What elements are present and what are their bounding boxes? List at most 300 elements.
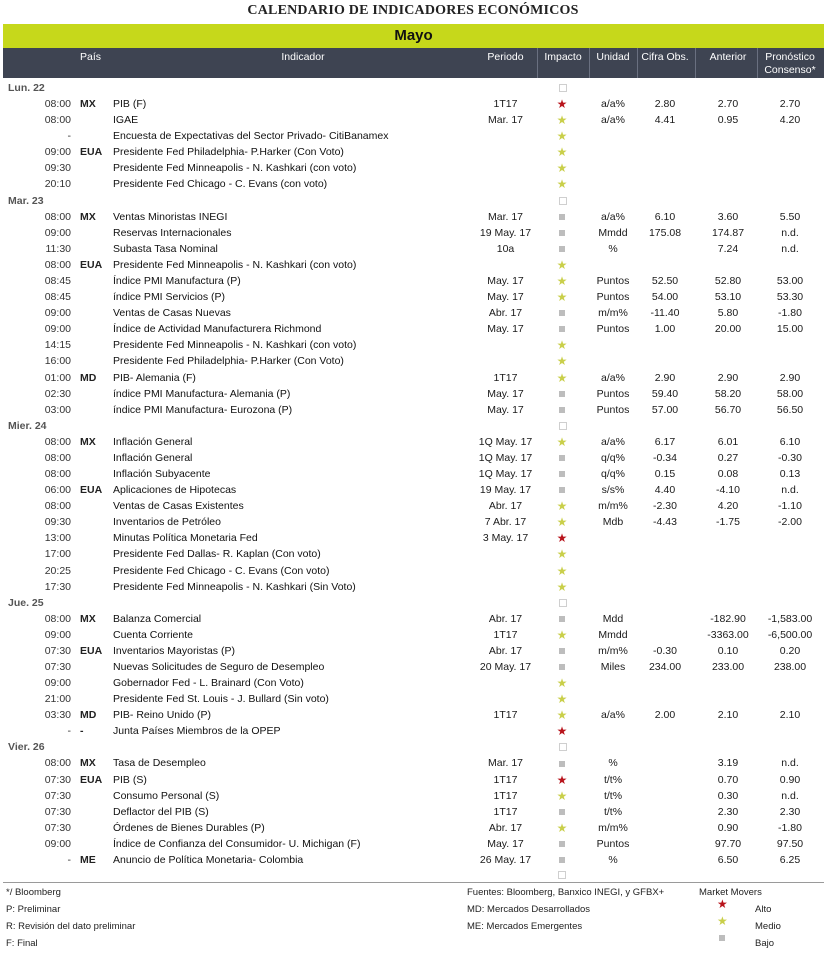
time-cell: 09:00 <box>44 628 71 641</box>
country-cell: EUA <box>80 644 103 657</box>
prev-cell: -4.10 <box>716 484 740 497</box>
obs-cell: 2.90 <box>654 371 676 384</box>
time-cell: 13:00 <box>44 532 71 545</box>
time-cell: 08:45 <box>44 274 71 287</box>
table-row <box>3 820 824 836</box>
unit-cell: t/t% <box>603 773 623 786</box>
period-cell: 1T17 <box>493 371 518 384</box>
impact-low-square-icon <box>549 482 575 498</box>
note-revision: R: Revisión del dato preliminar <box>6 921 136 932</box>
country-cell: EUA <box>80 146 103 159</box>
unit-cell: Puntos <box>596 323 630 336</box>
indicator-cell: Minutas Política Monetaria Fed <box>113 532 258 545</box>
obs-cell: 175.08 <box>648 226 682 239</box>
indicator-cell: Ventas de Casas Existentes <box>113 500 244 513</box>
footer-divider <box>3 882 824 883</box>
indicator-cell: Presidente Fed Minneapolis - N. Kashkari (con voto) <box>113 339 357 352</box>
unit-cell: m/m% <box>598 307 628 320</box>
indicator-cell: PIB (S) <box>113 773 147 786</box>
forecast-cell: -1.10 <box>778 500 802 513</box>
table-row <box>3 836 824 852</box>
impact-low-square-icon <box>549 466 575 482</box>
period-cell: 19 May. 17 <box>479 226 532 239</box>
day-label: Lun. 22 <box>8 82 45 94</box>
obs-cell: -11.40 <box>650 307 680 320</box>
obs-cell: 0.15 <box>654 467 676 480</box>
period-cell: May. 17 <box>487 403 524 416</box>
time-cell: 08:00 <box>44 612 71 625</box>
impact-low-square-icon <box>549 804 575 820</box>
forecast-cell: n.d. <box>781 242 799 255</box>
forecast-cell: -2.00 <box>778 516 802 529</box>
impact-low-square-icon <box>549 755 575 771</box>
time-cell: 07:30 <box>44 805 71 818</box>
impact-low-square-icon <box>549 386 575 402</box>
indicator-cell: Órdenes de Bienes Durables (P) <box>113 821 265 834</box>
table-row <box>3 386 824 402</box>
indicator-cell: Inflación Subyacente <box>113 467 211 480</box>
col-pronostico-line1: Pronóstico <box>765 51 815 63</box>
indicator-cell: Índice PMI Manufactura (P) <box>113 274 241 287</box>
period-cell: 1T17 <box>493 98 518 110</box>
impact-low-square-icon <box>549 321 575 337</box>
impact-low-square-icon <box>549 643 575 659</box>
medio-star-icon: ★ <box>717 914 728 928</box>
table-row <box>3 482 824 498</box>
table-row <box>3 209 824 225</box>
table-row <box>3 370 824 386</box>
impact-medium-star-icon: ★ <box>556 499 568 514</box>
prev-cell: 6.50 <box>717 854 739 867</box>
indicator-cell: Presidente Fed Minneapolis - N. Kashkari (Sin Voto) <box>113 580 356 593</box>
period-cell: 26 May. 17 <box>479 854 532 867</box>
period-cell: Mar. 17 <box>487 210 524 223</box>
indicator-cell: Consumo Personal (S) <box>113 789 220 802</box>
time-cell: 08:00 <box>44 114 71 127</box>
obs-cell: 59.40 <box>651 387 679 400</box>
indicator-cell: Presidente Fed St. Louis - J. Bullard (Sin voto) <box>113 693 329 706</box>
indicator-cell: índice PMI Manufactura- Eurozona (P) <box>113 403 293 416</box>
time-cell: 07:30 <box>44 644 71 657</box>
indicator-cell: Inventarios de Petróleo <box>113 516 221 529</box>
unit-cell: Mmdd <box>598 628 628 641</box>
col-indicador: Indicador <box>281 51 325 63</box>
time-cell: 08:00 <box>44 451 71 464</box>
table-row <box>3 402 824 418</box>
period-cell: May. 17 <box>487 323 524 336</box>
prev-cell: 58.20 <box>714 387 742 400</box>
time-cell: - <box>67 854 71 867</box>
time-cell: 09:00 <box>44 307 71 320</box>
period-cell: May. 17 <box>487 291 524 304</box>
unit-cell: % <box>608 242 618 255</box>
table-row <box>3 225 824 241</box>
obs-cell: -4.43 <box>653 516 677 529</box>
period-cell: Abr. 17 <box>488 612 523 625</box>
indicator-cell: Inflación General <box>113 435 193 448</box>
time-cell: 09:00 <box>44 837 71 850</box>
period-cell: 7 Abr. 17 <box>484 516 527 529</box>
impact-medium-star-icon: ★ <box>556 145 568 160</box>
period-cell: 20 May. 17 <box>479 661 532 673</box>
prev-cell: 0.90 <box>717 821 739 834</box>
prev-cell: -182.90 <box>710 612 746 625</box>
table-row <box>3 289 824 305</box>
impact-medium-star-icon: ★ <box>556 563 568 578</box>
indicator-cell: PIB- Reino Unido (P) <box>113 709 212 722</box>
bajo-square-icon <box>719 933 725 944</box>
indicator-cell: Ventas de Casas Nuevas <box>113 307 231 320</box>
time-cell: 14:15 <box>44 339 71 352</box>
forecast-cell: -1,583.00 <box>767 612 813 625</box>
impact-medium-star-icon: ★ <box>556 113 568 128</box>
indicator-cell: Presidente Fed Chicago - C. Evans (Con voto) <box>113 564 330 577</box>
obs-cell: 6.17 <box>654 435 676 448</box>
indicator-cell: PIB (F) <box>113 98 147 110</box>
table-row <box>3 611 824 627</box>
day-header <box>3 80 824 96</box>
indicator-cell: Junta Países Miembros de la OPEP <box>113 725 281 738</box>
time-cell: 20:25 <box>44 564 71 577</box>
note-preliminar: P: Preliminar <box>6 904 61 915</box>
empty-box-icon <box>559 197 567 205</box>
prev-cell: -1.75 <box>716 516 740 529</box>
col-pronostico-line2: Consenso* <box>764 64 816 76</box>
time-cell: 09:00 <box>44 323 71 336</box>
period-cell: Abr. 17 <box>488 307 523 320</box>
prev-cell: 6.01 <box>717 435 739 448</box>
obs-cell: -0.30 <box>653 644 677 657</box>
table-row <box>3 514 824 530</box>
table-row <box>3 852 824 868</box>
forecast-cell: -1.80 <box>778 307 802 320</box>
time-cell: 16:00 <box>44 355 71 368</box>
impact-medium-star-icon: ★ <box>556 788 568 803</box>
country-cell: MX <box>80 210 96 223</box>
period-cell: May. 17 <box>487 837 524 850</box>
prev-cell: -3363.00 <box>707 628 749 641</box>
indicator-cell: Deflactor del PIB (S) <box>113 805 209 818</box>
prev-cell: 174.87 <box>711 226 745 239</box>
impact-medium-star-icon: ★ <box>556 161 568 176</box>
table-row <box>3 772 824 788</box>
time-cell: - <box>67 725 71 738</box>
indicator-cell: Ventas Minoristas INEGI <box>113 210 228 223</box>
unit-cell: m/m% <box>598 500 628 513</box>
forecast-cell: -6,500.00 <box>767 628 813 641</box>
table-row <box>3 498 824 514</box>
time-cell: 03:00 <box>44 403 71 416</box>
forecast-cell: 0.13 <box>779 467 801 480</box>
time-cell: 07:30 <box>44 661 71 673</box>
table-row <box>3 450 824 466</box>
prev-cell: 3.19 <box>717 757 739 770</box>
country-cell: EUA <box>80 484 103 497</box>
indicator-cell: índice PMI Servicios (P) <box>113 291 226 304</box>
prev-cell: 0.08 <box>717 467 739 480</box>
table-row <box>3 804 824 820</box>
day-label: Mier. 24 <box>8 419 47 432</box>
period-cell: 1Q May. 17 <box>478 435 533 448</box>
time-cell: 09:30 <box>44 162 71 175</box>
note-bloomberg: */ Bloomberg <box>6 887 61 898</box>
prev-cell: 2.30 <box>717 805 739 818</box>
day-label: Vier. 26 <box>8 741 45 754</box>
obs-cell: 54.00 <box>651 291 679 304</box>
forecast-cell: 6.10 <box>779 435 801 448</box>
unit-cell: a/a% <box>601 98 625 110</box>
table-row <box>3 337 824 353</box>
forecast-cell: n.d. <box>781 789 799 802</box>
impact-medium-star-icon: ★ <box>556 547 568 562</box>
table-row <box>3 659 824 675</box>
period-cell: 1T17 <box>493 805 518 818</box>
empty-box-icon <box>559 743 567 751</box>
table-row <box>3 563 824 579</box>
impact-low-square-icon <box>549 209 575 225</box>
forecast-cell: n.d. <box>781 226 799 239</box>
period-cell: 1T17 <box>493 709 518 722</box>
note-final: F: Final <box>6 938 38 949</box>
unit-cell: Puntos <box>596 403 630 416</box>
time-cell: 06:00 <box>44 484 71 497</box>
period-cell: 3 May. 17 <box>482 532 529 545</box>
unit-cell: a/a% <box>601 114 625 127</box>
time-cell: 17:30 <box>44 580 71 593</box>
legend-alto: Alto <box>755 904 772 915</box>
impact-low-square-icon <box>549 305 575 321</box>
unit-cell: m/m% <box>598 644 628 657</box>
unit-cell: Miles <box>600 661 626 673</box>
country-cell: MD <box>80 371 97 384</box>
forecast-cell: 15.00 <box>776 323 804 336</box>
forecast-cell: 2.70 <box>779 98 801 110</box>
obs-cell: 2.00 <box>654 709 676 722</box>
impact-high-star-icon: ★ <box>556 97 568 111</box>
indicator-cell: índice PMI Manufactura- Alemania (P) <box>113 387 291 400</box>
period-cell: 1T17 <box>493 773 518 786</box>
time-cell: - <box>67 130 71 143</box>
indicator-cell: Inventarios Mayoristas (P) <box>113 644 235 657</box>
obs-cell: 57.00 <box>651 403 679 416</box>
indicator-cell: Encuesta de Expectativas del Sector Privado- CitiBanamex <box>113 130 389 143</box>
time-cell: 01:00 <box>44 371 71 384</box>
table-row <box>3 273 824 289</box>
country-cell: - <box>80 725 84 738</box>
unit-cell: Mdd <box>602 612 624 625</box>
prev-cell: 0.30 <box>717 789 739 802</box>
country-cell: ME <box>80 854 96 867</box>
indicator-cell: Presidente Fed Dallas- R. Kaplan (Con voto) <box>113 548 321 561</box>
period-cell: May. 17 <box>487 387 524 400</box>
country-cell: MX <box>80 98 96 110</box>
period-cell: 19 May. 17 <box>479 484 532 497</box>
table-row <box>3 466 824 482</box>
impact-medium-star-icon: ★ <box>556 257 568 272</box>
forecast-cell: -0.30 <box>778 451 802 464</box>
prev-cell: 5.80 <box>717 307 739 320</box>
prev-cell: 0.27 <box>717 451 739 464</box>
forecast-cell: n.d. <box>781 757 799 770</box>
table-row <box>3 160 824 176</box>
time-cell: 08:00 <box>44 98 71 110</box>
forecast-cell: 5.50 <box>779 210 801 223</box>
impact-low-square-icon <box>549 659 575 675</box>
col-unidad: Unidad <box>596 51 630 63</box>
day-label: Mar. 23 <box>8 194 44 207</box>
md-legend: MD: Mercados Desarrollados <box>467 904 591 915</box>
unit-cell: s/s% <box>601 484 625 497</box>
unit-cell: Puntos <box>596 837 630 850</box>
impact-medium-star-icon: ★ <box>556 515 568 530</box>
impact-low-square-icon <box>549 852 575 868</box>
time-cell: 08:45 <box>44 291 71 304</box>
alto-star-icon: ★ <box>717 897 728 911</box>
legend-medio: Medio <box>755 921 781 932</box>
day-header <box>3 595 824 611</box>
time-cell: 17:00 <box>44 548 71 561</box>
prev-cell: 233.00 <box>711 661 745 673</box>
forecast-cell: 53.00 <box>776 274 804 287</box>
period-cell: Abr. 17 <box>488 644 523 657</box>
time-cell: 21:00 <box>44 693 71 706</box>
forecast-cell: 97.50 <box>776 837 804 850</box>
unit-cell: Puntos <box>596 291 630 304</box>
prev-cell: 97.70 <box>714 837 742 850</box>
impact-medium-star-icon: ★ <box>556 129 568 144</box>
table-row <box>3 643 824 659</box>
prev-cell: 7.24 <box>717 242 739 255</box>
indicator-cell: Subasta Tasa Nominal <box>113 242 218 255</box>
unit-cell: % <box>608 757 618 770</box>
unit-cell: Puntos <box>596 274 630 287</box>
obs-cell: 1.00 <box>654 323 676 336</box>
impact-low-square-icon <box>549 450 575 466</box>
col-pais: País <box>80 51 102 63</box>
unit-cell: t/t% <box>603 789 623 802</box>
table-row <box>3 112 824 128</box>
indicator-cell: Presidente Fed Philadelphia- P.Harker (Con Voto) <box>113 355 344 368</box>
table-row <box>3 257 824 273</box>
me-legend: ME: Mercados Emergentes <box>467 921 583 932</box>
indicator-cell: Nuevas Solicitudes de Seguro de Desempleo <box>113 661 325 673</box>
table-row <box>3 321 824 337</box>
table-row <box>3 546 824 562</box>
obs-cell: -0.34 <box>653 451 677 464</box>
prev-cell: 3.60 <box>717 210 739 223</box>
empty-box-icon <box>559 599 567 607</box>
forecast-cell: 238.00 <box>773 661 807 673</box>
time-cell: 08:00 <box>44 435 71 448</box>
table-row <box>3 530 824 546</box>
day-header <box>3 739 824 755</box>
empty-box-icon <box>559 84 567 92</box>
indicator-cell: Índice de Confianza del Consumidor- U. Michigan (F) <box>113 837 361 850</box>
forecast-cell: n.d. <box>781 484 799 497</box>
prev-cell: 56.70 <box>714 403 742 416</box>
country-cell: MX <box>80 612 96 625</box>
indicator-cell: Presidente Fed Minneapolis - N. Kashkari (con voto) <box>113 258 357 271</box>
period-cell: Mar. 17 <box>487 757 524 770</box>
prev-cell: 0.95 <box>717 114 739 127</box>
col-cifra: Cifra Obs. <box>641 51 689 63</box>
obs-cell: 6.10 <box>654 210 676 223</box>
obs-cell: -2.30 <box>653 500 677 513</box>
table-row <box>3 579 824 595</box>
day-header <box>3 193 824 209</box>
obs-cell: 234.00 <box>648 661 682 673</box>
day-label: Jue. 25 <box>8 596 44 609</box>
obs-cell: 52.50 <box>651 274 679 287</box>
page-title: CALENDARIO DE INDICADORES ECONÓMICOS <box>247 3 579 18</box>
table-row <box>3 788 824 804</box>
indicator-cell: Gobernador Fed - L. Brainard (Con Voto) <box>113 677 304 690</box>
time-cell: 08:00 <box>44 757 71 770</box>
indicator-cell: PIB- Alemania (F) <box>113 371 196 384</box>
time-cell: 09:00 <box>44 146 71 159</box>
obs-cell: 4.40 <box>654 484 676 497</box>
impact-medium-star-icon: ★ <box>556 676 568 691</box>
impact-medium-star-icon: ★ <box>556 434 568 449</box>
empty-box-icon <box>559 422 567 430</box>
forecast-cell: 2.30 <box>779 805 801 818</box>
forecast-cell: -1.80 <box>778 821 802 834</box>
unit-cell: q/q% <box>601 451 625 464</box>
obs-cell: 2.80 <box>654 98 676 110</box>
impact-medium-star-icon: ★ <box>556 354 568 369</box>
unit-cell: % <box>608 854 618 867</box>
prev-cell: 20.00 <box>714 323 742 336</box>
obs-cell: 4.41 <box>654 114 676 127</box>
table-row <box>3 128 824 144</box>
indicator-cell: Tasa de Desempleo <box>113 757 206 770</box>
time-cell: 07:30 <box>44 789 71 802</box>
unit-cell: q/q% <box>601 467 625 480</box>
prev-cell: 0.70 <box>717 773 739 786</box>
unit-cell: a/a% <box>601 210 625 223</box>
col-impacto: Impacto <box>544 51 582 63</box>
forecast-cell: 58.00 <box>776 387 804 400</box>
indicator-cell: IGAE <box>113 114 139 127</box>
period-cell: May. 17 <box>487 274 524 287</box>
impact-medium-star-icon: ★ <box>556 177 568 192</box>
impact-medium-star-icon: ★ <box>556 370 568 385</box>
country-cell: MX <box>80 435 96 448</box>
unit-cell: a/a% <box>601 371 625 384</box>
table-row <box>3 691 824 707</box>
prev-cell: 0.10 <box>717 644 739 657</box>
country-cell: EUA <box>80 258 103 271</box>
impact-medium-star-icon: ★ <box>556 290 568 305</box>
period-cell: 1T17 <box>493 628 518 641</box>
period-cell: 1Q May. 17 <box>478 451 533 464</box>
table-row <box>3 353 824 369</box>
period-cell: Abr. 17 <box>488 821 523 834</box>
time-cell: 09:30 <box>44 516 71 529</box>
time-cell: 20:10 <box>44 178 71 191</box>
impact-high-star-icon: ★ <box>556 724 568 739</box>
country-cell: EUA <box>80 773 103 786</box>
forecast-cell: 53.30 <box>776 291 804 304</box>
table-row <box>3 707 824 723</box>
forecast-cell: 0.20 <box>779 644 801 657</box>
time-cell: 08:00 <box>44 258 71 271</box>
forecast-cell: 2.90 <box>779 371 801 384</box>
period-cell: Abr. 17 <box>488 500 523 513</box>
unit-cell: Puntos <box>596 387 630 400</box>
unit-cell: a/a% <box>601 709 625 722</box>
unit-cell: t/t% <box>603 805 623 818</box>
